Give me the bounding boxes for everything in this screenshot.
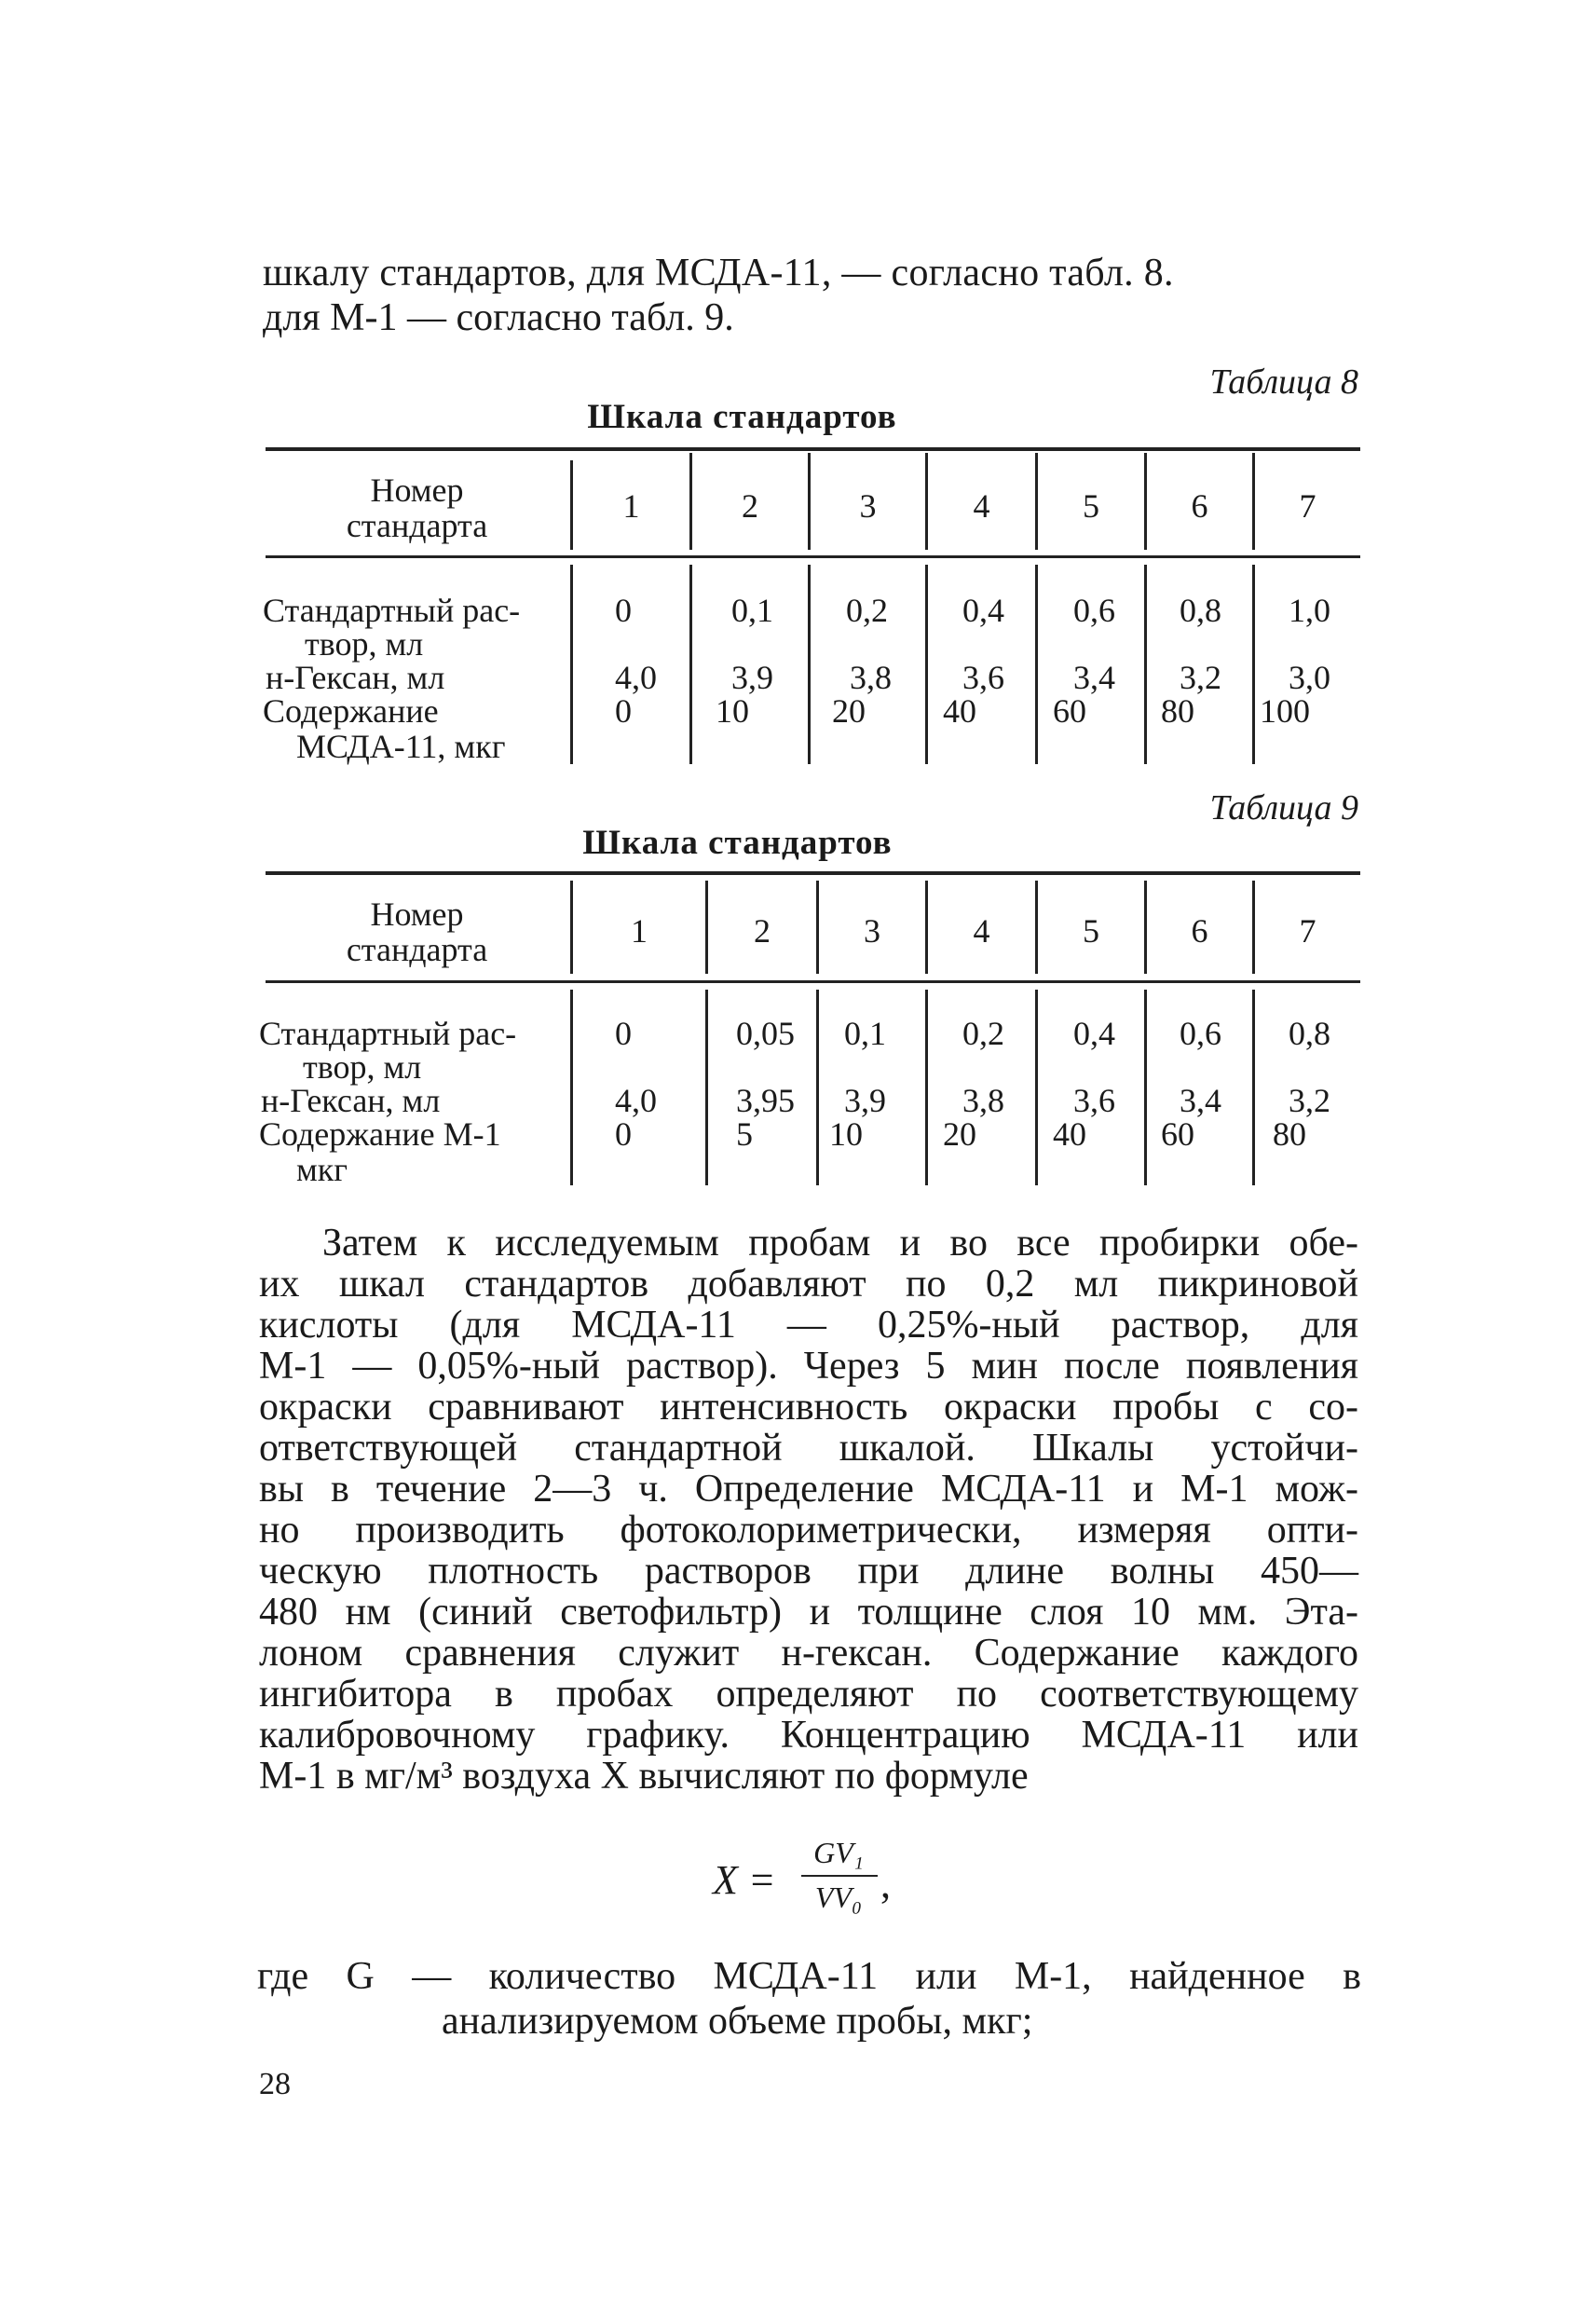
table9-header-first-1: Номер [370, 896, 464, 933]
table9-solution-cell: 0 [615, 1015, 632, 1052]
paragraph-line: М-1 в мг/м³ воздуха X вычисляют по формуле [259, 1755, 1029, 1798]
table8-col-header: 5 [1083, 487, 1099, 525]
table8-vline [1252, 565, 1255, 764]
table9-vline [705, 990, 708, 1185]
table8-hexane-cell: 4,0 [615, 659, 657, 696]
table9-content-cell: 10 [829, 1115, 863, 1153]
table8-vline [1035, 565, 1038, 764]
table8-vline [925, 565, 928, 764]
table9-content-cell: 20 [943, 1115, 976, 1153]
table8-row-label: МСДА-11, мкг [296, 728, 506, 765]
formula-lhs: X = [713, 1857, 776, 1903]
table8-content-cell: 0 [615, 692, 632, 730]
table9-top-rule [266, 871, 1360, 875]
table8-row-label: Содержание [263, 692, 439, 730]
table9-content-cell: 60 [1161, 1115, 1194, 1153]
table9-header-first-2: стандарта [346, 931, 488, 968]
table8-caption: Шкала стандартов [587, 398, 897, 436]
table8-row-label: твор, мл [305, 625, 424, 663]
table8-header-rule [266, 555, 1360, 558]
paragraph-line: их шкал стандартов добавляют по 0,2 мл пикриновой [259, 1263, 1358, 1306]
table8-content-cell: 100 [1260, 692, 1310, 730]
formula-fraction-bar [801, 1875, 878, 1877]
formula-comma: , [880, 1861, 891, 1907]
paragraph-line: ческую плотность растворов при длине волны 450— [259, 1550, 1358, 1593]
table9-row-label: твор, мл [303, 1048, 422, 1086]
table8-hexane-cell: 3,9 [731, 659, 773, 696]
table9-content-cell: 40 [1053, 1115, 1086, 1153]
table9-row-label: мкг [296, 1151, 348, 1188]
table9-col-header: 2 [754, 912, 771, 950]
table9-row-label: н-Гексан, мл [261, 1082, 441, 1119]
table9-solution-cell: 0,4 [1073, 1015, 1115, 1052]
table9-vline [1252, 990, 1255, 1185]
table8-row-label: н-Гексан, мл [266, 659, 445, 696]
table9-hexane-cell: 4,0 [615, 1082, 657, 1119]
table8-solution-cell: 0,4 [962, 592, 1004, 629]
paragraph-line: окраски сравнивают интенсивность окраски пробы с со- [259, 1386, 1358, 1429]
paragraph-line: вы в течение 2—3 ч. Определение МСДА-11 и М-1 мож- [259, 1468, 1358, 1511]
table9-vline [570, 990, 573, 1185]
body-paragraph [259, 1223, 1358, 1797]
table8-vline [1144, 565, 1147, 764]
table9-col-header: 5 [1083, 912, 1099, 950]
table9-solution-cell: 0,1 [844, 1015, 886, 1052]
table8-hexane-cell: 3,6 [962, 659, 1004, 696]
table9-solution-cell: 0,6 [1180, 1015, 1221, 1052]
table9-row-label: Содержание М-1 [259, 1115, 501, 1153]
table8-content-cell: 60 [1053, 692, 1086, 730]
table9-caption: Шкала стандартов [582, 824, 893, 862]
table8-vline [570, 565, 573, 764]
table9-col-header: 6 [1191, 912, 1208, 950]
table8-content-cell: 20 [832, 692, 866, 730]
table9-col-header: 7 [1299, 912, 1316, 950]
table9-solution-cell: 0,2 [962, 1015, 1004, 1052]
table9-hexane-cell: 3,4 [1180, 1082, 1221, 1119]
table9-solution-cell: 0,8 [1289, 1015, 1330, 1052]
paragraph-line: ответствующей стандартной шкалой. Шкалы устойчи- [259, 1427, 1358, 1470]
table9-label: Таблица 9 [1209, 788, 1358, 827]
table8-col-header: 2 [742, 487, 758, 525]
table8-solution-cell: 1,0 [1289, 592, 1330, 629]
paragraph-line: 480 нм (синий светофильтр) и толщине слоя 10 мм. Эта- [259, 1591, 1358, 1634]
table8-top-rule [266, 447, 1360, 451]
table8-solution-cell: 0,2 [846, 592, 888, 629]
table9-hexane-cell: 3,8 [962, 1082, 1004, 1119]
table8-hexane-cell: 3,2 [1180, 659, 1221, 696]
table8-solution-cell: 0 [615, 592, 632, 629]
table9-hexane-cell: 3,95 [736, 1082, 795, 1119]
formula-numerator: GV₁ [813, 1836, 864, 1869]
table8-row-label: Стандартный рас- [263, 592, 521, 629]
table9-vline [1035, 990, 1038, 1185]
table9-hexane-cell: 3,6 [1073, 1082, 1115, 1119]
table8-vline [689, 565, 692, 764]
table9-solution-cell: 0,05 [736, 1015, 795, 1052]
table9-content-cell: 80 [1273, 1115, 1306, 1153]
table9-col-header: 1 [631, 912, 648, 950]
table8-solution-cell: 0,6 [1073, 592, 1115, 629]
table8-col-header: 1 [622, 487, 640, 525]
table8-hexane-cell: 3,0 [1289, 659, 1330, 696]
table9-row-label: Стандартный рас- [259, 1015, 517, 1052]
intro-line-1: шкалу стандартов, для МСДА-11, — согласно табл. 8. [263, 252, 1174, 294]
table9-header-rule [266, 980, 1360, 983]
table9-content-cell: 0 [615, 1115, 632, 1153]
paragraph-line: ингибитора в пробах определяют по соответствующему [259, 1673, 1358, 1716]
table8-hexane-cell: 3,4 [1073, 659, 1115, 696]
table9-hexane-cell: 3,2 [1289, 1082, 1330, 1119]
table9-hexane-cell: 3,9 [844, 1082, 886, 1119]
table8-col-header: 3 [859, 487, 877, 525]
table8-content-cell: 10 [716, 692, 749, 730]
paragraph-line: но производить фотоколориметрически, измеряя опти- [259, 1509, 1358, 1552]
table9-vline [925, 990, 928, 1185]
paragraph-line: Затем к исследуемым пробам и во все пробирки обе- [322, 1222, 1358, 1265]
table8-vline [808, 565, 811, 764]
paragraph-line: М-1 — 0,05%-ный раствор). Через 5 мин после появления [259, 1345, 1358, 1388]
table9-col-header: 4 [973, 912, 990, 950]
table8-label: Таблица 8 [1209, 362, 1358, 402]
table9-col-header: 3 [864, 912, 880, 950]
formula-denominator: VV₀ [814, 1880, 863, 1914]
paragraph-line: лоном сравнения служит н-гексан. Содержание каждого [259, 1632, 1358, 1675]
table8-solution-cell: 0,1 [731, 592, 773, 629]
table8-header-first-2: стандарта [346, 507, 488, 544]
paragraph-line: калибровочному графику. Концентрацию МСДА-11 или [259, 1714, 1358, 1757]
table9-vline [1144, 990, 1147, 1185]
table8-col-header: 6 [1191, 487, 1208, 525]
paragraph-line: кислоты (для МСДА-11 — 0,25%-ный раствор, для [259, 1304, 1358, 1347]
table9-content-cell: 5 [736, 1115, 753, 1153]
table9-vline [816, 990, 819, 1185]
table8-solution-cell: 0,8 [1180, 592, 1221, 629]
table8-hexane-cell: 3,8 [850, 659, 892, 696]
table8-header-first-1: Номер [370, 472, 464, 509]
page-number: 28 [259, 2067, 291, 2101]
where-line-2: анализируемом объеме пробы, мкг; [442, 2000, 1033, 2043]
table8-col-header: 7 [1299, 487, 1316, 525]
table8-content-cell: 40 [943, 692, 976, 730]
intro-line-2: для М-1 — согласно табл. 9. [263, 296, 734, 339]
table8-col-header: 4 [973, 487, 990, 525]
table8-content-cell: 80 [1161, 692, 1194, 730]
where-line-1: где G — количество МСДА-11 или М-1, найденное в [257, 1955, 1361, 1998]
